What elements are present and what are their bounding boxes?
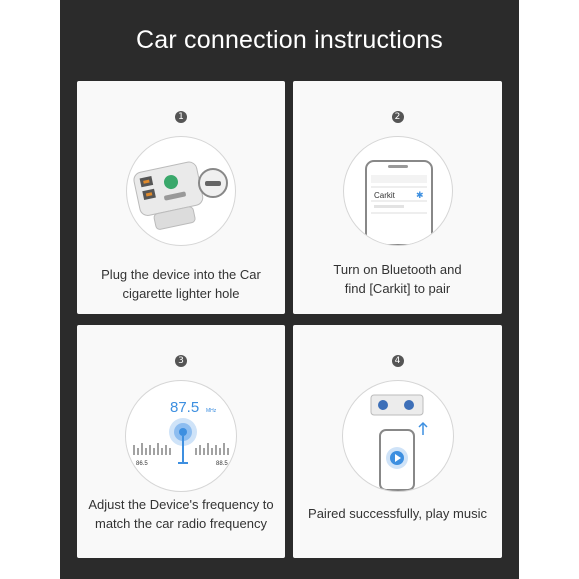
step-number-4: 4: [392, 355, 404, 367]
svg-text:✱: ✱: [415, 191, 424, 201]
radio-dial-icon: [125, 380, 237, 492]
frequency-value: 87.5: [170, 399, 200, 416]
phone-bluetooth-icon: [343, 136, 453, 246]
dial-right-label: 88.5: [216, 461, 228, 467]
caption-line: Paired successfully, play music: [308, 506, 487, 521]
step-number-2: 2: [392, 111, 404, 123]
car-charger-icon: [126, 136, 236, 246]
dial-left-label: 86.5: [136, 461, 148, 467]
step-caption-1: [77, 265, 285, 303]
step-card-4: [293, 325, 502, 558]
step-caption-4: [293, 504, 502, 523]
page-title: Car connection instructions: [136, 26, 443, 54]
device-name-label: Carkit: [373, 191, 395, 200]
step-caption-2: [293, 260, 502, 298]
caption-line: cigarette lighter hole: [122, 286, 240, 301]
play-music-icon: [342, 380, 454, 492]
step-number-3: 3: [175, 355, 187, 367]
caption-line: Plug the device into the Car: [101, 267, 261, 282]
step-card-1: [77, 81, 285, 314]
caption-line: Adjust the Device's frequency to: [88, 497, 274, 512]
caption-line: find [Carkit] to pair: [344, 281, 451, 296]
step-number-1: 1: [175, 111, 187, 123]
caption-line: Turn on Bluetooth and: [333, 262, 462, 277]
step-card-2: [293, 81, 502, 314]
step-card-3: [77, 325, 285, 558]
step-caption-3: [77, 495, 285, 533]
caption-line: match the car radio frequency: [95, 516, 267, 531]
frequency-unit: MHz: [206, 408, 217, 414]
